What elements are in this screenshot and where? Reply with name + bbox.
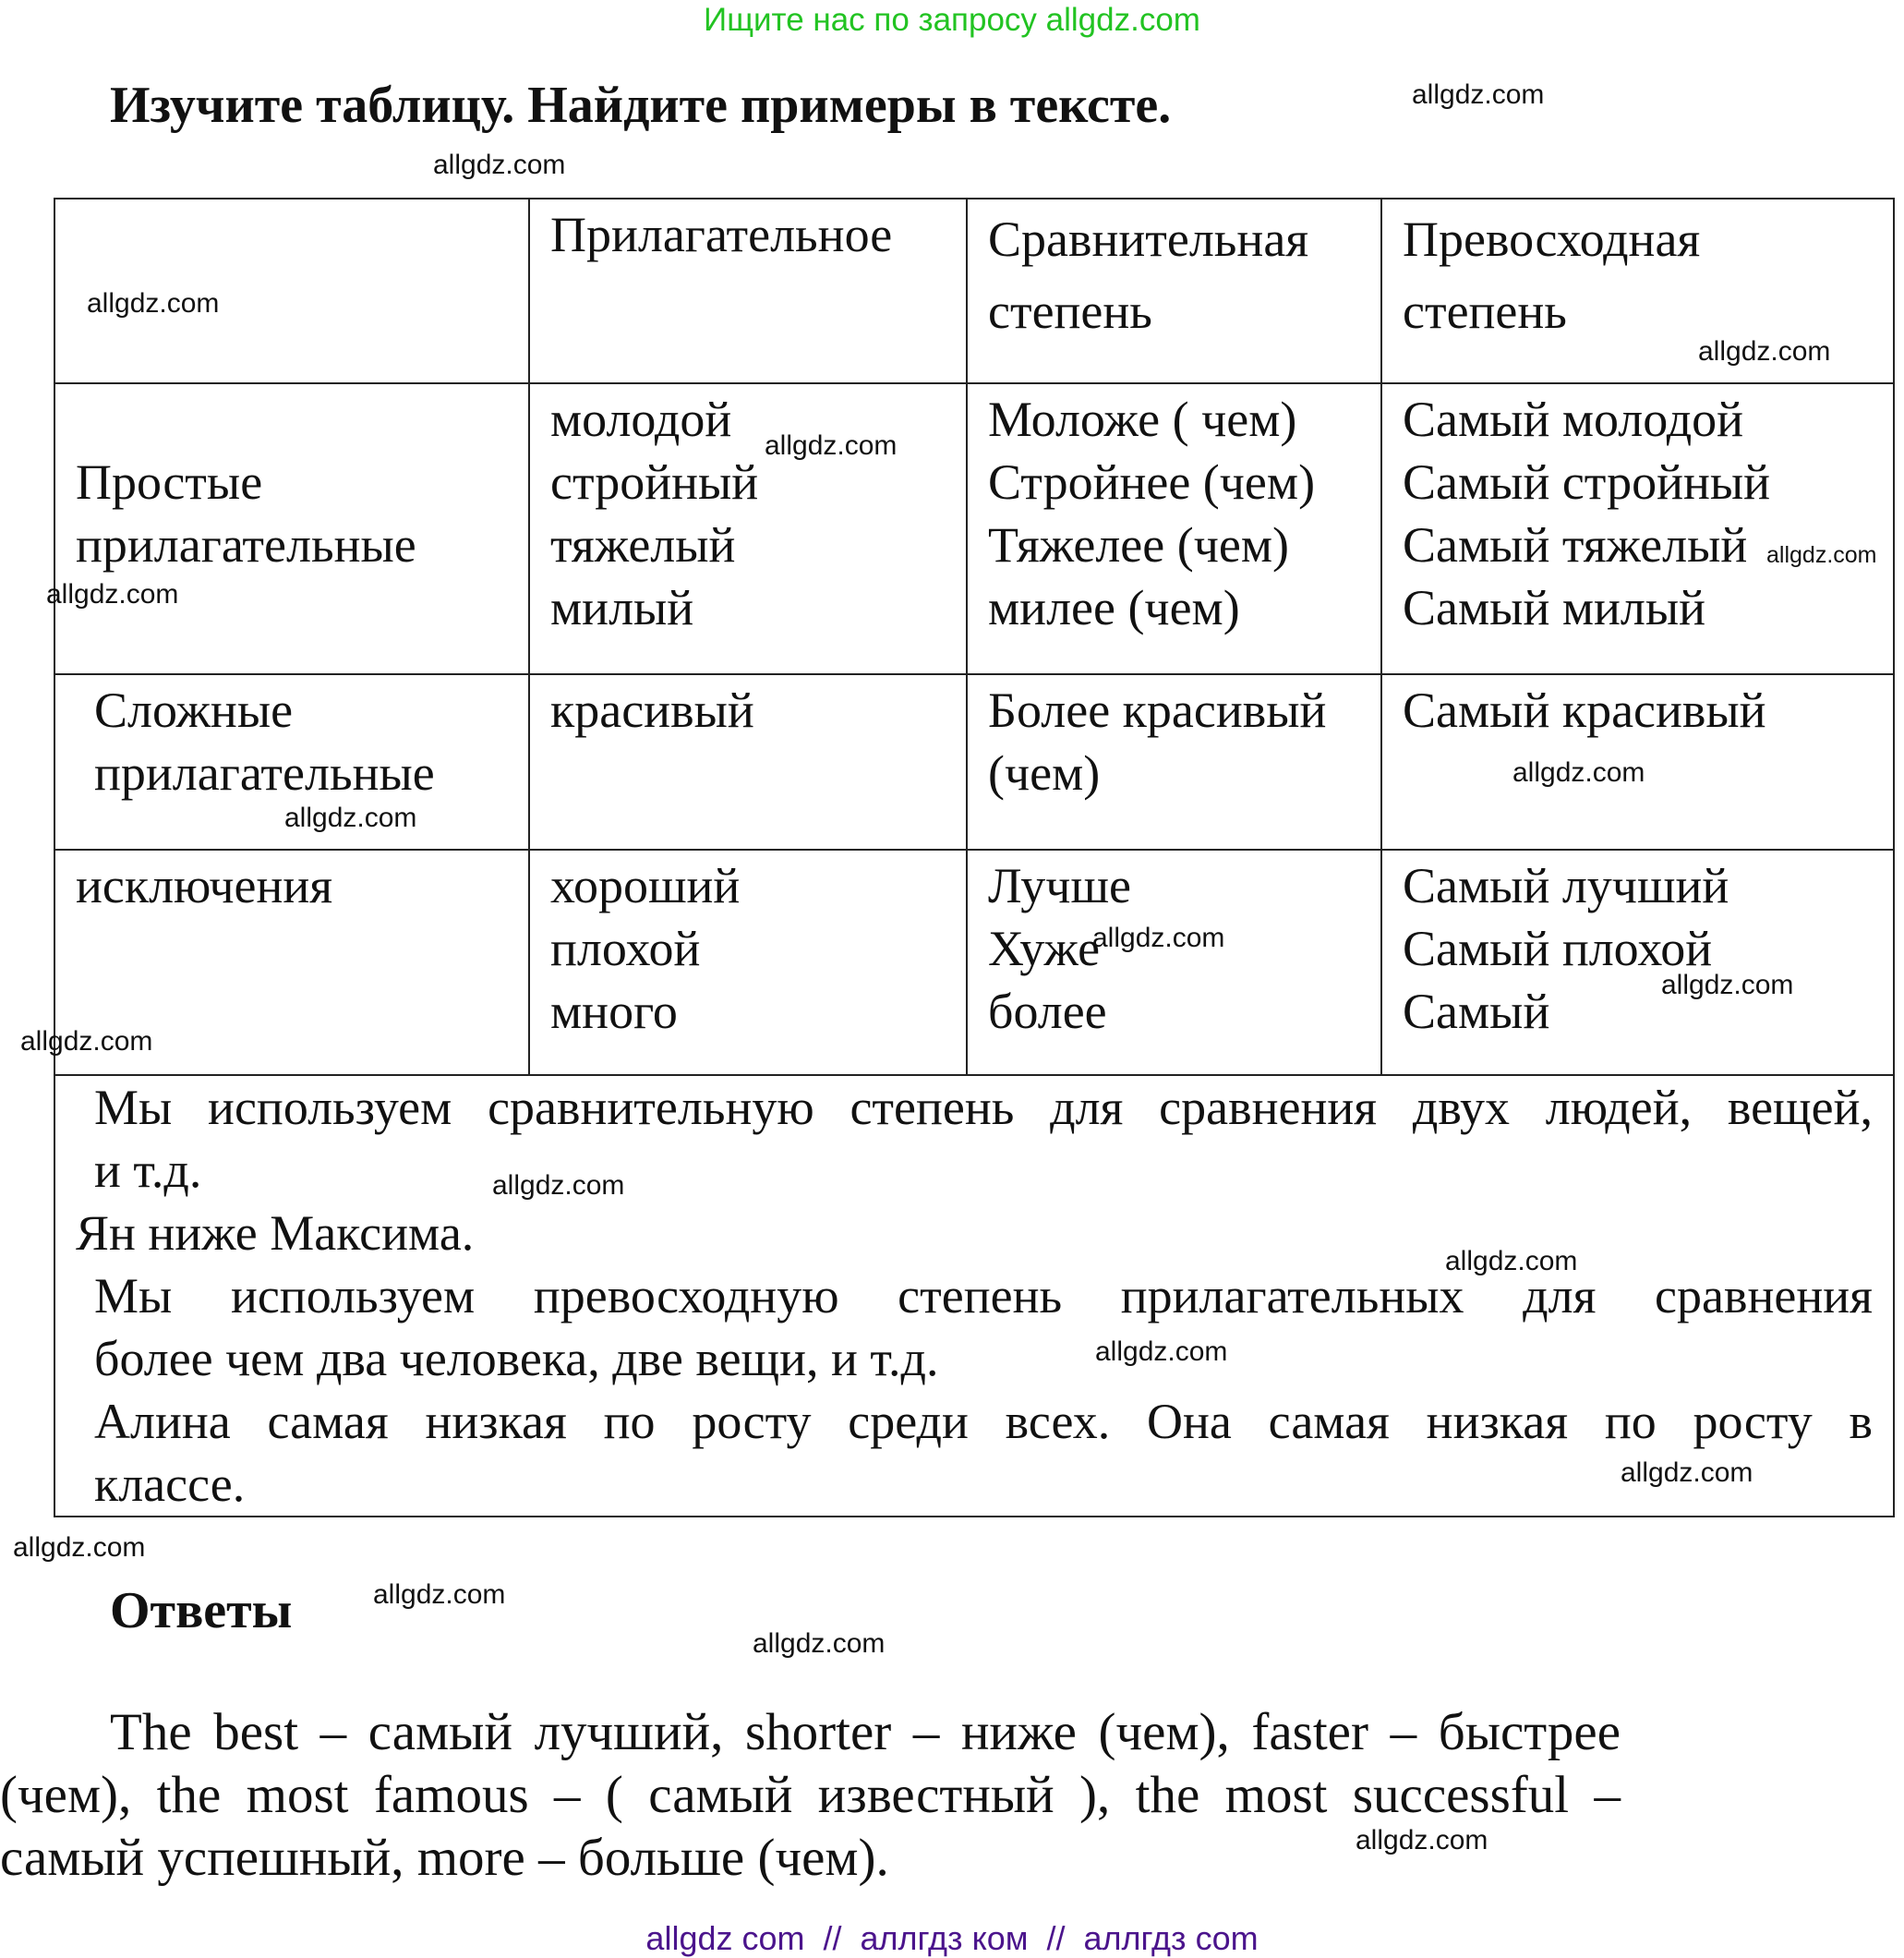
footer-watermark: allgdz com // аллгдз ком // аллгдз com (645, 1919, 1259, 1957)
label-line: исключения (76, 858, 333, 913)
cell-line: Тяжелее (чем) (988, 517, 1289, 573)
comparative-cell (967, 850, 1381, 1075)
cell-line: более (988, 984, 1107, 1039)
watermark: allgdz.com (1356, 1825, 1488, 1855)
adjective-cell (529, 674, 967, 850)
cell-line: Моложе ( чем) (988, 392, 1297, 447)
adjectives-table (54, 198, 1895, 1517)
cell-line: Лучше (988, 858, 1131, 913)
cell-line: Самый (1403, 984, 1550, 1039)
header-text: Прилагательное (550, 207, 893, 262)
watermark: allgdz.com (373, 1579, 506, 1610)
notes-cell (54, 1075, 1894, 1517)
watermark: allgdz.com (492, 1170, 625, 1201)
header-text: степень (988, 284, 1152, 339)
comparative-cell (967, 383, 1381, 674)
watermark: allgdz.com (13, 1532, 146, 1563)
cell-line: Самый молодой (1403, 392, 1744, 447)
cell-line: Самый красивый (1403, 683, 1766, 738)
cell-line: Самый милый (1403, 580, 1706, 635)
superlative-cell (1381, 383, 1894, 674)
label-line: прилагательные (76, 517, 416, 573)
watermark: allgdz.com (46, 579, 179, 610)
watermark: allgdz.com (20, 1026, 153, 1057)
answer-line: (чем), the most famous – ( самый известный ), the most successful – (0, 1766, 1621, 1824)
watermark: allgdz.com (1445, 1246, 1578, 1276)
watermark: allgdz.com (1092, 923, 1225, 953)
adjective-cell (529, 850, 967, 1075)
cell-line: (чем) (988, 745, 1101, 801)
note-line: Мы используем превосходную степень прилагательных для сравнения (94, 1268, 1873, 1323)
cell-line: много (550, 984, 678, 1039)
cell-line: плохой (550, 921, 701, 976)
table-row (54, 850, 1894, 1075)
cell-line: Самый лучший (1403, 858, 1729, 913)
header-text: Сравнительная (988, 212, 1309, 267)
note-line: Алина самая низкая по росту среди всех. Она самая низкая по росту в (94, 1394, 1873, 1449)
cell-line: Самый тяжелый (1403, 517, 1748, 573)
note-line: классе. (94, 1456, 246, 1512)
watermark: allgdz.com (433, 150, 566, 180)
watermark: allgdz.com (1698, 336, 1831, 367)
search-banner: Ищите нас по запросу allgdz.com (704, 2, 1200, 38)
watermark: allgdz.com (1766, 542, 1877, 568)
cell-line: Самый плохой (1403, 921, 1713, 976)
adjective-cell (529, 383, 967, 674)
label-line: прилагательные (94, 745, 435, 801)
watermark: allgdz.com (753, 1628, 886, 1659)
row-label (54, 383, 529, 674)
table-row (54, 383, 1894, 674)
label-line: Сложные (94, 683, 294, 738)
note-line: Мы используем сравнительную степень для сравнения двух людей, вещей, (94, 1080, 1873, 1135)
cell-line: красивый (550, 683, 754, 738)
watermark: allgdz.com (1512, 757, 1645, 788)
header-text: Превосходная (1403, 212, 1701, 267)
label-line: Простые (76, 454, 263, 510)
watermark: allgdz.com (284, 803, 417, 833)
cell-line: хороший (550, 858, 741, 913)
header-text: степень (1403, 284, 1567, 339)
header-adjective (529, 199, 967, 383)
watermark: allgdz.com (1095, 1336, 1228, 1367)
note-line: Ян ниже Максима. (76, 1205, 475, 1261)
superlative-cell (1381, 850, 1894, 1075)
cell-line: Самый стройный (1403, 454, 1771, 510)
answer-line: The best – самый лучший, shorter – ниже (чем), faster – быстрее (110, 1703, 1621, 1761)
answers-title: Ответы (110, 1582, 293, 1639)
cell-line: Более красивый (988, 683, 1327, 738)
note-line: более чем два человека, две вещи, и т.д. (94, 1331, 939, 1386)
cell-line: тяжелый (550, 517, 736, 573)
answers-paragraph (0, 1701, 1621, 1890)
watermark: allgdz.com (1661, 970, 1794, 1000)
cell-line: милее (чем) (988, 580, 1240, 635)
watermark: allgdz.com (1621, 1457, 1753, 1488)
answer-line: самый успешный, more – больше (чем). (0, 1829, 889, 1887)
cell-line: стройный (550, 454, 759, 510)
notes-row (54, 1075, 1894, 1517)
watermark: allgdz.com (765, 430, 898, 461)
watermark: allgdz.com (87, 288, 220, 319)
page-title: Изучите таблицу. Найдите примеры в тексте. (110, 77, 1172, 134)
cell-line: милый (550, 580, 694, 635)
cell-line: Хуже (988, 921, 1101, 976)
cell-line: Стройнее (чем) (988, 454, 1316, 510)
comparative-cell (967, 674, 1381, 850)
cell-line: молодой (550, 392, 732, 447)
watermark: allgdz.com (1412, 79, 1545, 110)
table-header-row (54, 199, 1894, 383)
note-line: и т.д. (94, 1142, 202, 1198)
header-comparative (967, 199, 1381, 383)
